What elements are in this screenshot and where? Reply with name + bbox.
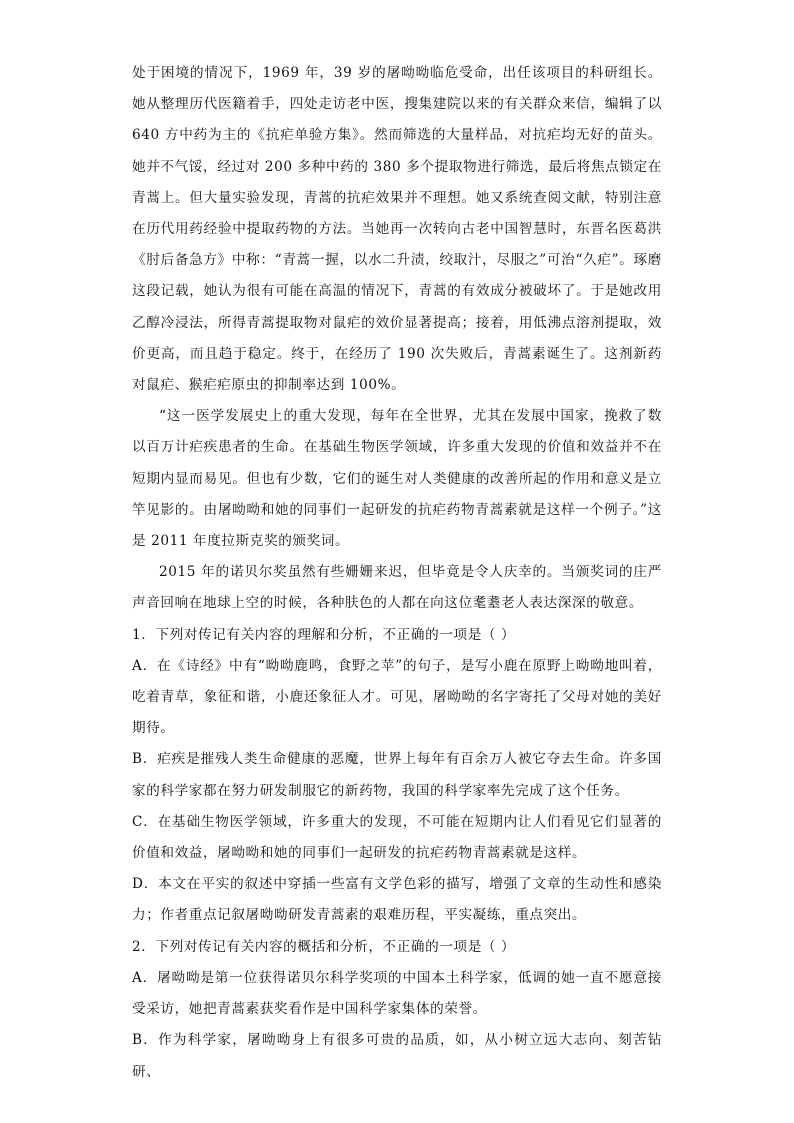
question-1-option-d: D．本文在平实的叙述中穿插一些富有文学色彩的描写，增强了文章的生动性和感染力；作者重点记叙屠呦呦研发青蒿素的艰难历程，平实凝练，重点突出。 bbox=[132, 876, 662, 924]
question-2-option-a: A．屠呦呦是第一位获得诺贝尔科学奖项的中国本土科学家，低调的她一直不愿意接受采访，她把青蒿素获奖看作是中国科学家集体的荣誉。 bbox=[132, 969, 662, 1018]
question-1-option-a: A．在《诗经》中有“呦呦鹿鸣，食野之苹”的句子，是写小鹿在原野上呦呦地叫着，吃着青草，象征和谐，小鹿还象征人才。可见，屠呦呦的名字寄托了父母对她的美好期待。 bbox=[132, 657, 662, 737]
passage-paragraph-2: “这一医学发展史上的重大发现，每年在全世界，尤其在发展中国家，挽救了数以百万计疟疾患者的生命。在基础生物医学领域，许多重大发现的价值和效益并不在短期内显而易见。但也有少数，它们的诞生对人类健康的改善所起的作用和意义是立竿见影的。由屠呦呦和她的同事们一起研发的抗疟药物青蒿素就是这样一个例子。”这是 2011 年度拉斯克奖的颁奖词。 bbox=[132, 408, 662, 550]
page-content bbox=[132, 58, 662, 1088]
question-2-stem: 2．下列对传记有关内容的概括和分析，不正确的一项是（ ） bbox=[132, 938, 516, 955]
question-2-option-b: B．作为科学家，屠呦呦身上有很多可贵的品质，如，从小树立远大志向、刻苦钻研、 bbox=[132, 1032, 662, 1080]
passage-paragraph-3: 2015 年的诺贝尔奖虽然有些姗姗来迟，但毕竟是令人庆幸的。当颁奖词的庄严声音回响在地球上空的时候，各种肤色的人都在向这位耄耋老人表达深深的敬意。 bbox=[132, 564, 662, 612]
question-1-option-b: B．疟疾是摧残人类生命健康的恶魔，世界上每年有百余万人被它夺去生命。许多国家的科学家都在努力研发制服它的新药物，我国的科学家率先完成了这个任务。 bbox=[132, 751, 662, 799]
question-1-option-c: C．在基础生物医学领域，许多重大的发现，不可能在短期内让人们看见它们显著的价值和效益，屠呦呦和她的同事们一起研发的抗疟药物青蒿素就是这样。 bbox=[132, 813, 662, 862]
question-1-stem: 1．下列对传记有关内容的理解和分析，不正确的一项是（ ） bbox=[132, 626, 516, 643]
passage-paragraph-1: 处于困境的情况下，1969 年，39 岁的屠呦呦临危受命，出任该项目的科研组长。她从整理历代医籍着手，四处走访老中医，搜集建院以来的有关群众来信，编辑了以 640 方中药为主的《抗疟单验方集》。然而筛选的大量样品，对抗疟均无好的苗头。她并不气馁，经过对 200 多种中药的 380 多个提取物进行筛选，最后将焦点锁定在青蒿上。但大量实验发现，青蒿的抗疟效果并不理想。她又系统查阅文献，特别注意在历代用药经验中提取药物的方法。当她再一次转向古老中国智慧时，东晋名医葛洪《肘后备急方》中称：“青蒿一握，以水二升渍，绞取汁，尽服之”可治“久疟”。琢磨这段记载，她认为很有可能在高温的情况下，青蒿的有效成分被破坏了。于是她改用乙醇冷浸法，所得青蒿提取物对鼠疟的效价显著提高；接着，用低沸点溶剂提取，效价更高，而且趋于稳定。终于，在经历了 190 次失败后，青蒿素诞生了。这剂新药对鼠疟、猴疟疟原虫的抑制率达到 100%。 bbox=[132, 65, 662, 394]
